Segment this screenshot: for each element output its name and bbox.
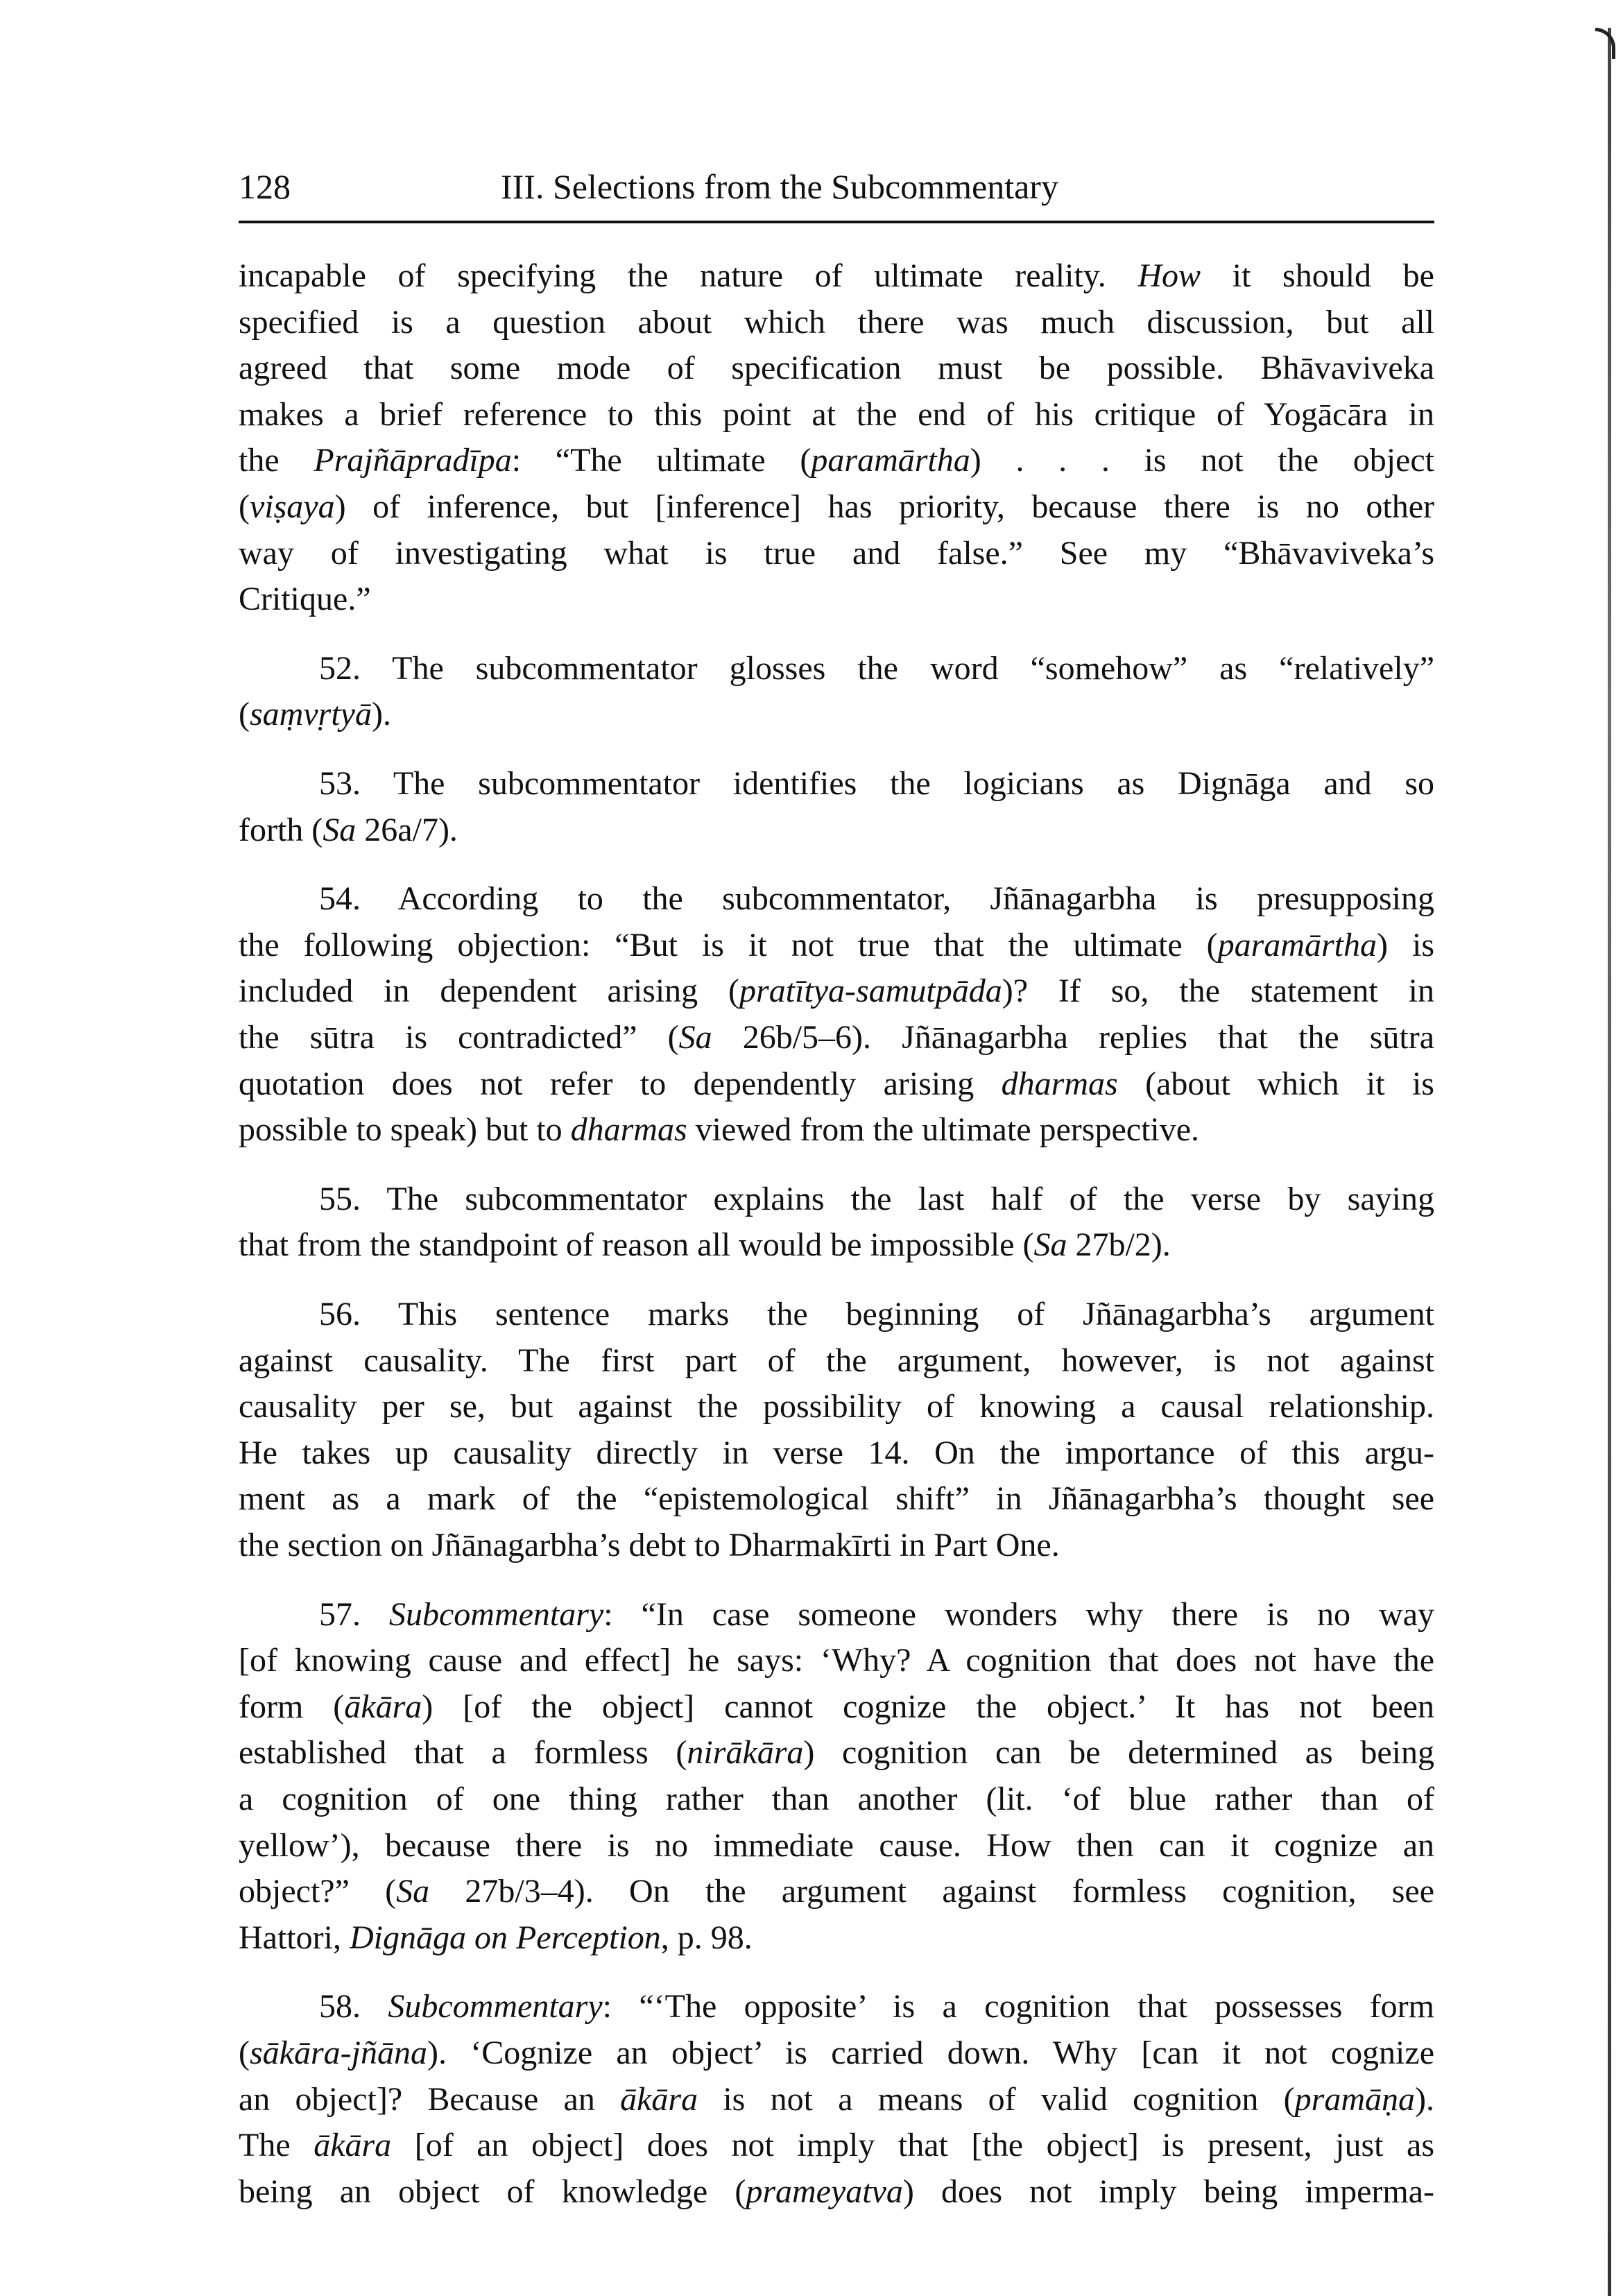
text-line (239, 1914, 1434, 1961)
italic-text-run: Subcommentary (388, 1988, 603, 2025)
text-run: an object]? Because an (239, 2081, 621, 2118)
italic-text-run: dharmas (570, 1111, 687, 1148)
text-run: ). (1415, 2081, 1434, 2118)
text-line (239, 1822, 1434, 1869)
text-run: He takes up causality directly in verse 14. On the importance of this argu- (239, 1434, 1434, 1471)
text-run: makes a brief reference to this point at the end of his critique of Yogācāra in (239, 396, 1434, 433)
text-line (239, 1383, 1434, 1430)
text-run: form ( (239, 1688, 345, 1725)
text-line (239, 483, 1434, 530)
text-run: object?” ( (239, 1873, 397, 1910)
scan-page-edge (1608, 28, 1611, 2296)
italic-text-run: Dignāga on Perception (349, 1919, 661, 1956)
text-run: 56. This sentence marks the beginning of Jñānagarbha’s argument (319, 1296, 1434, 1333)
text-run: established that a formless ( (239, 1734, 687, 1771)
header-rule (239, 221, 1434, 223)
text-line (239, 1637, 1434, 1684)
text-line (319, 760, 1434, 807)
italic-text-run: saṃvṛtyā (249, 696, 372, 733)
text-run: ) is (1376, 927, 1434, 963)
text-run: the section on Jñānagarbha’s debt to Dharmakīrti in Part One. (239, 1527, 1060, 1563)
text-run: : “In case someone wonders why there is no way (603, 1596, 1434, 1633)
italic-text-run: Sa (678, 1019, 712, 1056)
text-run: ( (239, 488, 250, 525)
text-run: 27b/3–4). On the argument against formless cognition, see (429, 1873, 1435, 1910)
text-run: included in dependent arising ( (239, 973, 740, 1009)
text-run: 26b/5–6). Jñānagarbha replies that the sūtra (712, 1019, 1434, 1056)
text-line (239, 807, 1434, 853)
text-run: : “The ultimate ( (511, 442, 812, 479)
scan-page-curl (1595, 28, 1615, 59)
text-run: [of knowing cause and effect] he says: ‘Why? A cognition that does not have the (239, 1642, 1434, 1679)
text-run: is not a means of valid cognition ( (698, 2081, 1295, 2118)
text-line (239, 968, 1434, 1014)
text-run: agreed that some mode of specification must be possible. Bhāvaviveka (239, 350, 1434, 386)
text-run: causality per se, but against the possibility of knowing a causal relationship. (239, 1388, 1434, 1425)
text-run: viewed from the ultimate perspective. (687, 1111, 1200, 1148)
text-run: it should be (1201, 257, 1434, 294)
text-run: incapable of specifying the nature of ultimate reality. (239, 257, 1138, 294)
text-run: ) of inference, but [inference] has priority, because there is no other (334, 488, 1434, 525)
text-run: 52. The subcommentator glosses the word “somehow” as “relatively” (319, 650, 1434, 687)
italic-text-run: Sa (1033, 1226, 1067, 1263)
text-line (319, 1176, 1434, 1222)
text-run: ) cognition can be determined as being (803, 1734, 1434, 1771)
italic-text-run: viṣaya (249, 488, 335, 525)
text-run: ( (239, 696, 250, 733)
text-run: [of an object] does not imply that [the object] is present, just as (391, 2127, 1435, 2164)
text-line (239, 299, 1434, 345)
text-run: 57. (319, 1596, 389, 1633)
italic-text-run: pramāṇa (1294, 2081, 1416, 2118)
text-line (239, 1522, 1434, 1568)
text-run: 58. (319, 1988, 388, 2025)
italic-text-run: How (1137, 257, 1201, 294)
text-run: ). (371, 696, 391, 733)
italic-text-run: nirākāra (687, 1734, 804, 1771)
text-run: quotation does not refer to dependently arising (239, 1065, 1002, 1102)
text-run: possible to speak) but to (239, 1111, 571, 1148)
italic-text-run: prameyatva (746, 2173, 903, 2210)
text-run: against causality. The first part of the argument, however, is not against (239, 1342, 1434, 1379)
text-run: Hattori, (239, 1919, 350, 1956)
text-line (319, 1291, 1434, 1337)
text-run: (about which it is (1117, 1065, 1434, 1102)
text-line (239, 1868, 1434, 1914)
italic-text-run: sākāra-jñāna (249, 2034, 427, 2071)
text-line (239, 1014, 1434, 1061)
text-run: 55. The subcommentator explains the last half of the verse by saying (319, 1181, 1434, 1217)
text-line (319, 1983, 1434, 2030)
italic-text-run: Sa (396, 1873, 430, 1910)
text-line (239, 1430, 1434, 1476)
italic-text-run: ākāra (620, 2081, 698, 2118)
text-line (239, 1475, 1434, 1522)
italic-text-run: ākāra (314, 2127, 392, 2164)
text-run: )? If so, the statement in (1002, 973, 1434, 1009)
text-line (239, 530, 1434, 576)
text-run: being an object of knowledge ( (239, 2173, 746, 2210)
text-run: ) [of the object] cannot cognize the object.’ It has not been (422, 1688, 1434, 1725)
text-line (319, 875, 1434, 922)
text-run: 53. The subcommentator identifies the logicians as Dignāga and so (319, 765, 1434, 802)
italic-text-run: paramārtha (1217, 927, 1377, 963)
page-number: 128 (239, 167, 291, 206)
text-line (239, 1337, 1434, 1384)
italic-text-run: Subcommentary (388, 1596, 604, 1633)
text-run: , p. 98. (660, 1919, 753, 1956)
text-line (239, 345, 1434, 391)
text-run: forth ( (239, 812, 323, 848)
text-line (239, 691, 1434, 737)
text-run: that from the standpoint of reason all would be impossible ( (239, 1226, 1034, 1263)
text-line (239, 1106, 1434, 1153)
text-run: ( (239, 2034, 250, 2071)
text-line (239, 1729, 1434, 1776)
italic-text-run: Prajñāpradīpa (314, 442, 512, 479)
text-run: : “‘The opposite’ is a cognition that possesses form (602, 1988, 1435, 2025)
text-line (239, 391, 1434, 438)
text-line (239, 2122, 1434, 2168)
italic-text-run: ākāra (344, 1688, 422, 1725)
text-run: the sūtra is contradicted” ( (239, 1019, 679, 1056)
text-run: yellow’), because there is no immediate cause. How then can it cognize an (239, 1827, 1434, 1864)
text-line (239, 2030, 1434, 2076)
text-run: ) does not imply being imperma- (902, 2173, 1434, 2210)
text-line (319, 1591, 1434, 1638)
text-run: the following objection: “But is it not true that the ultimate ( (239, 927, 1218, 963)
text-run: Critique.” (239, 581, 371, 617)
text-run: ). ‘Cognize an object’ is carried down. Why [can it not cognize (427, 2034, 1434, 2071)
italic-text-run: Sa (323, 812, 357, 848)
text-run: ment as a mark of the “epistemological shift” in Jñānagarbha’s thought see (239, 1480, 1434, 1517)
text-run: the (239, 442, 314, 479)
text-run: 54. According to the subcommentator, Jñānagarbha is presupposing (319, 880, 1434, 917)
text-line (239, 1776, 1434, 1822)
italic-text-run: dharmas (1001, 1065, 1118, 1102)
text-run: specified is a question about which there was much discussion, but all (239, 304, 1434, 341)
text-line (239, 922, 1434, 968)
text-line (239, 1222, 1434, 1268)
text-line (239, 576, 1434, 622)
text-run: ) . . . is not the object (970, 442, 1435, 479)
text-line (239, 437, 1434, 483)
text-run: The (239, 2127, 314, 2164)
text-line (239, 1061, 1434, 1107)
text-line (239, 1684, 1434, 1730)
text-line (319, 645, 1434, 692)
text-line (239, 2076, 1434, 2123)
text-line (239, 252, 1434, 299)
italic-text-run: pratītya-samutpāda (739, 973, 1002, 1009)
running-head: III. Selections from the Subcommentary (501, 167, 1058, 206)
text-run: 26a/7). (356, 812, 458, 848)
text-line (239, 2168, 1434, 2215)
text-run: 27b/2). (1067, 1226, 1171, 1263)
italic-text-run: paramārtha (811, 442, 970, 479)
text-run: a cognition of one thing rather than another (lit. ‘of blue rather than of (239, 1781, 1434, 1817)
text-run: way of investigating what is true and false.” See my “Bhāvaviveka’s (239, 535, 1434, 572)
